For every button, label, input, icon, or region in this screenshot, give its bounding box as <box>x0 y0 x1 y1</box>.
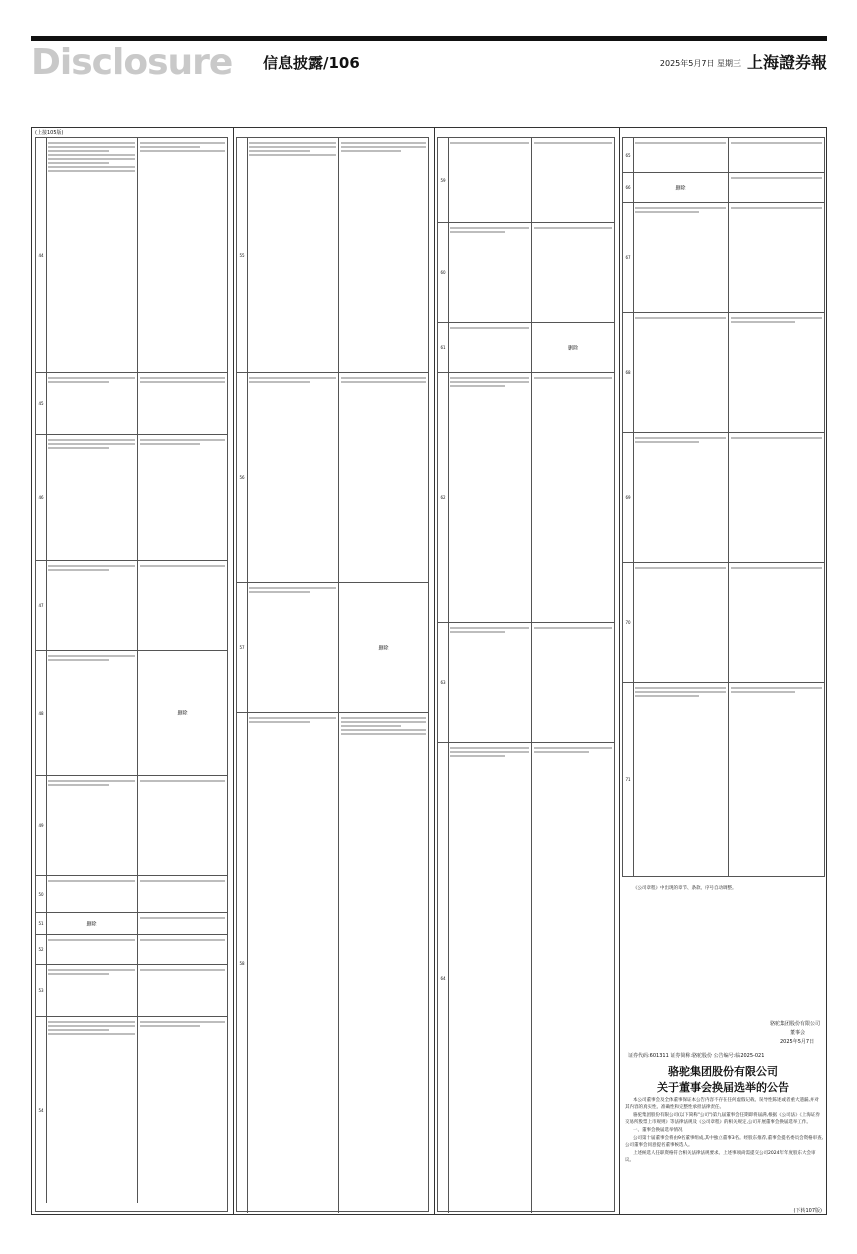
masthead <box>31 44 827 82</box>
table-row: 53 <box>36 965 227 1017</box>
table-row: 51 删除 <box>36 913 227 935</box>
body-paragraph: 骆驼集团股份有限公司(以下简称"公司")第九届董事会任期即将届满,根据《公司法》《上海证券交易所股票上市规则》等法律法规及《公司章程》的相关规定,公司开展董事会换届选举工作。 <box>625 1113 820 1125</box>
column-divider <box>233 128 234 1214</box>
table-row: 45 <box>36 373 227 435</box>
table-row: 48 删除 <box>36 651 227 776</box>
table-row: 64 <box>438 743 614 1213</box>
section-page-label: 信息披露/106 <box>263 54 360 72</box>
delete-cell: 删除 <box>567 345 578 351</box>
table-row: 52 <box>36 935 227 965</box>
preceding-text: 《公司章程》中出现的章节、条款、序号自动调整。 <box>633 886 737 891</box>
delete-cell: 删除 <box>177 710 188 717</box>
sign-board-prev: 董事会 <box>790 1030 806 1036</box>
table-row: 49 <box>36 776 227 876</box>
body-paragraph: 本公司董事会及全体董事保证本公告内容不存在任何虚假记载、误导性陈述或者重大遗漏,并对其内容的真实性、准确性和完整性承担法律责任。 <box>625 1098 819 1110</box>
table-row: 59 <box>438 138 614 223</box>
table-row: 47 <box>36 561 227 651</box>
brand-title: Disclosure <box>31 42 233 83</box>
table-row: 60 <box>438 223 614 323</box>
table-row: 54 <box>36 1017 227 1203</box>
table-row: 70 <box>623 563 824 683</box>
table-row: 62 <box>438 373 614 623</box>
security-codes: 证券代码:601311 证券简称:骆驼股份 公告编号:临2025-021 <box>628 1053 765 1059</box>
table-row: 63 <box>438 623 614 743</box>
body-paragraph: 上述候选人任职资格符合相关法律法规要求。上述事项尚需提交公司2024年年度股东大会审议。 <box>625 1151 816 1163</box>
column-divider <box>434 128 435 1214</box>
newspaper-logo: 上海證券報 <box>746 53 827 72</box>
delete-cell: 删除 <box>86 921 97 927</box>
amendment-table-col4 <box>622 137 825 877</box>
body-paragraph: 公司第十届董事会将由9名董事组成,其中独立董事3名。经股东推荐,董事会提名委员会资格审查,公司董事会同意提名董事候选人。 <box>625 1136 824 1148</box>
table-row: 61 删除 <box>438 323 614 373</box>
continued-to-label: (下转107版) <box>793 1208 822 1214</box>
announcement-title: 关于董事会换届选举的公告 <box>657 1081 789 1094</box>
table-row: 71 <box>623 683 824 876</box>
delete-cell: 删除 <box>378 645 389 651</box>
amendment-table-col3 <box>437 137 615 1212</box>
announcement-title-company: 骆驼集团股份有限公司 <box>668 1065 778 1078</box>
table-row: 58 <box>237 713 428 1213</box>
sign-date-prev: 2025年5月7日 <box>780 1039 815 1045</box>
table-row: 69 <box>623 433 824 563</box>
preceding-paragraph <box>625 885 823 892</box>
body-paragraph: 一、董事会换届选举情况 <box>633 1128 683 1133</box>
amendment-table-col2 <box>236 137 429 1212</box>
continued-from-label: (上接105版) <box>35 130 64 136</box>
table-row: 46 <box>36 435 227 561</box>
table-row: 55 <box>237 138 428 373</box>
delete-cell: 删除 <box>675 185 686 191</box>
table-row: 56 <box>237 373 428 583</box>
table-row: 44 <box>36 138 227 373</box>
sign-company-prev: 骆驼集团股份有限公司 <box>770 1021 821 1027</box>
table-row: 50 <box>36 876 227 913</box>
column-divider <box>619 128 620 1214</box>
amendment-table-col1 <box>35 137 228 1212</box>
announcement-body <box>625 1097 823 1165</box>
masthead-rule <box>31 36 827 41</box>
table-row: 65 <box>623 138 824 173</box>
issue-date: 2025年5月7日 星期三 <box>659 59 741 68</box>
table-row: 68 <box>623 313 824 433</box>
table-row: 67 <box>623 203 824 313</box>
table-row: 57 删除 <box>237 583 428 713</box>
table-row: 66 删除 <box>623 173 824 203</box>
